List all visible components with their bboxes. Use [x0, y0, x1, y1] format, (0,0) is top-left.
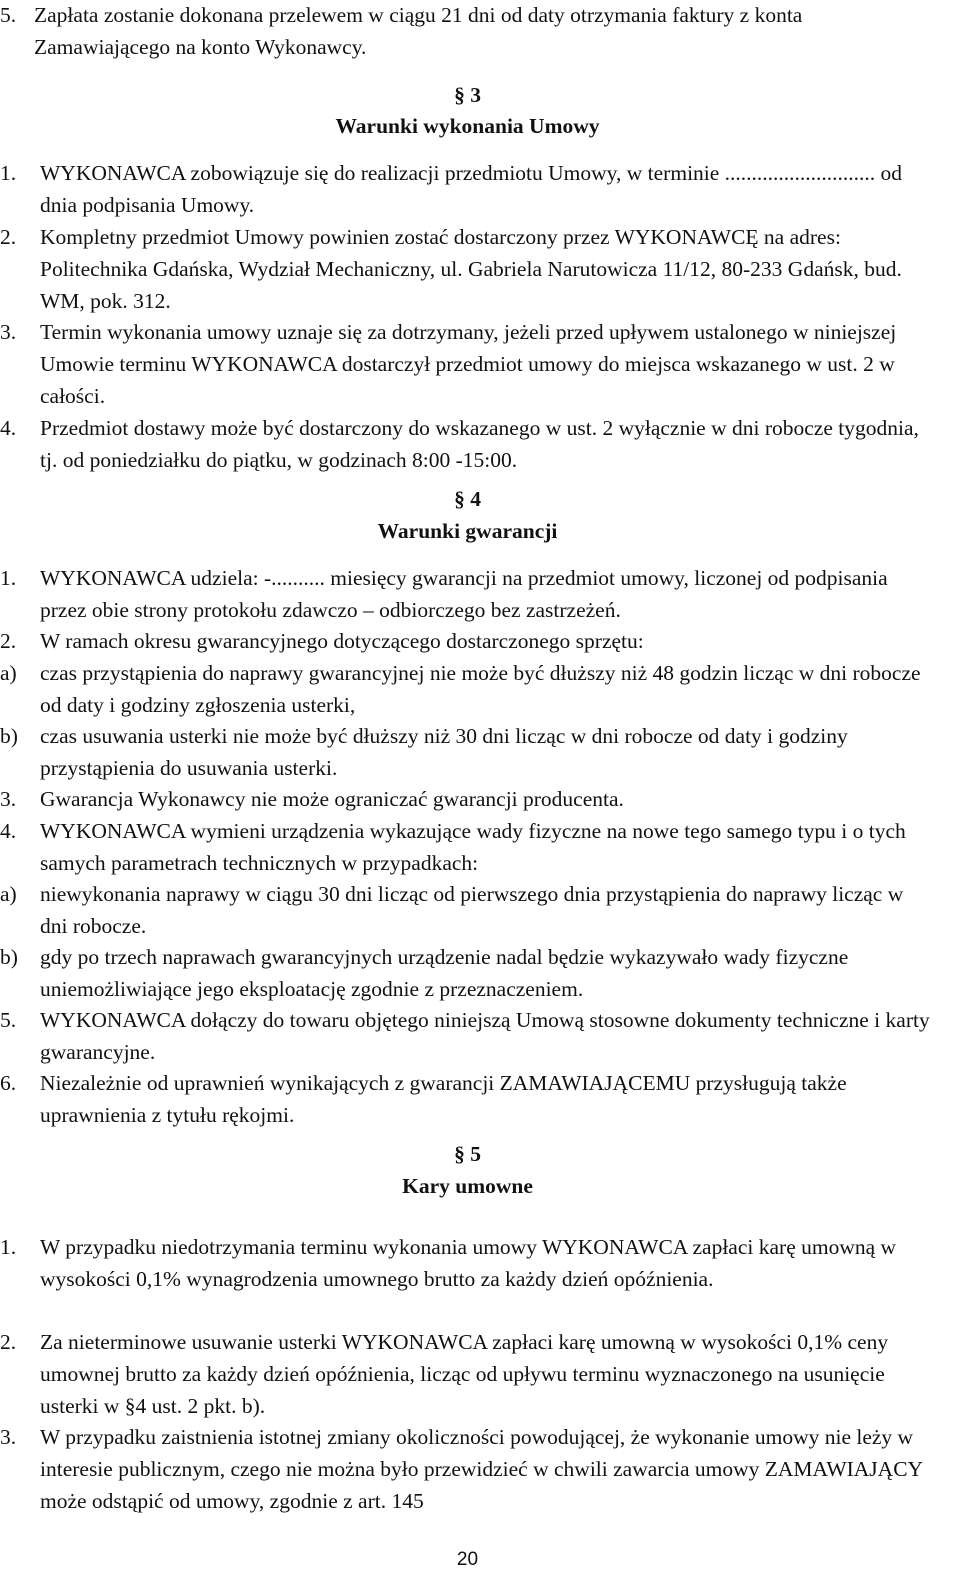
list-item	[0, 1005, 935, 1069]
item-text: WYKONAWCA wymieni urządzenia wykazujące wady fizyczne na nowe tego samego typu i o tych samych parametrach technicznych w przypadkach:	[40, 819, 906, 875]
item-number: a)	[0, 661, 17, 685]
item-number: 2.	[0, 1330, 17, 1354]
item-text: Przedmiot dostawy może być dostarczony do wskazanego w ust. 2 wyłącznie w dni robocze tygodnia, tj. od poniedziałku do piątku, w godzinach 8:00 -15:00.	[40, 416, 919, 472]
list-item	[0, 563, 935, 627]
item-number: 2.	[0, 225, 17, 249]
page-number: 20	[456, 1549, 479, 1570]
item-text: czas usuwania usterki nie może być dłuższy niż 30 dni licząc w dni robocze od daty i godziny przystąpienia do usuwania usterki.	[40, 724, 848, 780]
item-text: Za nieterminowe usuwanie usterki WYKONAWCA zapłaci karę umowną w wysokości 0,1% ceny umownej brutto za każdy dzień opóźnienia, licząc od upływu terminu wyznaczonego na usunięcie usterki w §4 ust. 2 pkt. b).	[40, 1330, 889, 1418]
section-title: Kary umowne	[402, 1174, 533, 1198]
item-text: niewykonania naprawy w ciągu 30 dni licząc od pierwszego dnia przystąpienia do naprawy licząc w dni robocze.	[40, 882, 904, 938]
item-number: 6.	[0, 1071, 17, 1095]
item-number: 1.	[0, 161, 17, 185]
item-number: 1.	[0, 1235, 17, 1259]
item-number: 2.	[0, 629, 17, 653]
list-item	[0, 721, 935, 785]
list-item	[0, 658, 935, 722]
list-item	[0, 158, 935, 222]
item-text: Kompletny przedmiot Umowy powinien zostać dostarczony przez WYKONAWCĘ na adres: Politechnika Gdańska, Wydział Mechaniczny, ul. Gabriela Narutowicza 11/12, 80-233 Gdańsk, bud. WM, pok. 312.	[40, 225, 902, 313]
item-text: WYKONAWCA udziela: -.......... miesięcy gwarancji na przedmiot umowy, liczonej od podpisania przez obie strony protokołu zdawczo – odbiorczego bez zastrzeżeń.	[40, 566, 888, 622]
item-text: Niezależnie od uprawnień wynikających z gwarancji ZAMAWIAJĄCEMU przysługują także uprawnienia z tytułu rękojmi.	[40, 1071, 847, 1127]
item-text: Zapłata zostanie dokonana przelewem w ciągu 21 dni od daty otrzymania faktury z konta Zamawiającego na konto Wykonawcy.	[34, 3, 803, 59]
section-number: § 5	[454, 1142, 481, 1166]
item-number: 3.	[0, 787, 17, 811]
item-number: 4.	[0, 416, 17, 440]
item-number: 4.	[0, 819, 17, 843]
item-text: W przypadku niedotrzymania terminu wykonania umowy WYKONAWCA zapłaci karę umowną w wysokości 0,1% wynagrodzenia umownego brutto za każdy dzień opóźnienia.	[40, 1235, 897, 1291]
section-number: § 4	[454, 487, 481, 511]
list-item	[0, 413, 935, 477]
item-text: W przypadku zaistnienia istotnej zmiany okoliczności powodującej, że wykonanie umowy nie leży w interesie publicznym, czego nie można było przewidzieć w chwili zawarcia umowy ZAMAWIAJĄCY może odstąpić od umowy, zgodnie z art. 145	[40, 1425, 923, 1513]
item-number: 3.	[0, 320, 17, 344]
item-text: czas przystąpienia do naprawy gwarancyjnej nie może być dłuższy niż 48 godzin licząc w dni robocze od daty i godziny zgłoszenia usterki,	[40, 661, 921, 717]
list-item	[0, 1327, 935, 1422]
section-title: Warunki wykonania Umowy	[335, 114, 600, 138]
item-number: b)	[0, 945, 18, 969]
item-text: WYKONAWCA dołączy do towaru objętego niniejszą Umową stosowne dokumenty techniczne i karty gwarancyjne.	[40, 1008, 930, 1064]
section-title: Warunki gwarancji	[377, 519, 558, 543]
item-text: W ramach okresu gwarancyjnego dotyczącego dostarczonego sprzętu:	[40, 629, 644, 653]
list-item	[0, 1232, 935, 1296]
list-item	[0, 222, 935, 317]
item-number: 1.	[0, 566, 17, 590]
list-item	[0, 1422, 935, 1517]
list-item	[0, 317, 935, 412]
section-number: § 3	[454, 83, 481, 107]
item-number: b)	[0, 724, 18, 748]
item-number: a)	[0, 882, 17, 906]
item-number: 5.	[0, 1008, 17, 1032]
list-item	[0, 784, 935, 816]
list-item	[0, 0, 935, 64]
item-text: WYKONAWCA zobowiązuje się do realizacji przedmiotu Umowy, w terminie ............................ od dnia podpisania Umowy.	[40, 161, 903, 217]
list-item	[0, 1068, 935, 1132]
item-number: 3.	[0, 1425, 17, 1449]
item-number: 5.	[0, 3, 17, 27]
list-item	[0, 816, 935, 880]
item-text: Gwarancja Wykonawcy nie może ograniczać gwarancji producenta.	[40, 787, 624, 811]
list-item	[0, 626, 935, 658]
list-item	[0, 879, 935, 943]
item-text: Termin wykonania umowy uznaje się za dotrzymany, jeżeli przed upływem ustalonego w niniejszej Umowie terminu WYKONAWCA dostarczył przedmiot umowy do miejsca wskazanego w ust. 2 w całości.	[40, 320, 897, 408]
list-item	[0, 942, 935, 1006]
item-text: gdy po trzech naprawach gwarancyjnych urządzenie nadal będzie wykazywało wady fizyczne uniemożliwiające jego eksploatację zgodnie z przeznaczeniem.	[40, 945, 849, 1001]
